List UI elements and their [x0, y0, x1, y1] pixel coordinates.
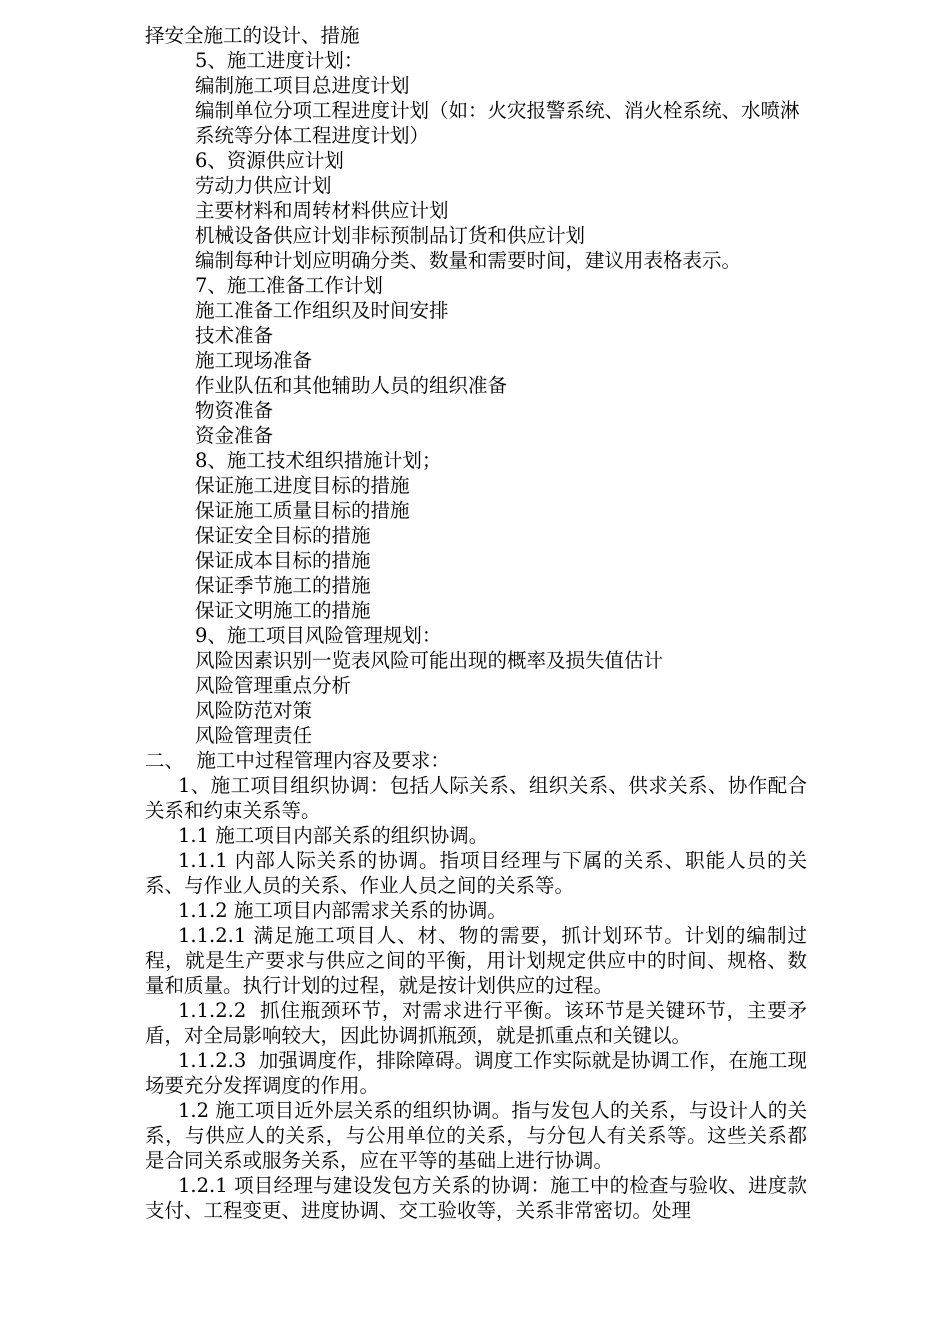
plan-item: 保证季节施工的措施 [195, 574, 371, 597]
plan-item: 编制施工项目总进度计划 [195, 74, 410, 97]
plan-item: 机械设备供应计划非标预制品订货和供应计划 [195, 224, 586, 247]
paragraph: 1.2.1 项目经理与建设发包方关系的协调：施工中的检查与验收、进度款支付、工程变更、进度协调、交工验收等，关系非常密切。处理 [145, 1174, 807, 1222]
plan-item: 编制每种计划应明确分类、数量和需要时间，建议用表格表示。 [195, 249, 742, 272]
plan-item: 保证安全目标的措施 [195, 524, 371, 547]
plan-item: 施工准备工作组织及时间安排 [195, 299, 449, 322]
plan-item: 资金准备 [195, 424, 274, 447]
plan-item: 保证文明施工的措施 [195, 599, 371, 622]
paragraph: 1.1.2.3 加强调度作，排除障碍。调度工作实际就是协调工作，在施工现场要充分发挥调度的作用。 [145, 1049, 807, 1097]
continued-line: 择安全施工的设计、措施 [145, 24, 360, 47]
plan-item: 编制单位分项工程进度计划（如：火灾报警系统、消火栓系统、水喷淋系统等分体工程进度计划） [195, 99, 800, 147]
plan-item: 保证成本目标的措施 [195, 549, 371, 572]
plan-item: 劳动力供应计划 [195, 174, 332, 197]
paragraph: 1、施工项目组织协调：包括人际关系、组织关系、供求关系、协作配合关系和约束关系等。 [145, 774, 807, 822]
plan-list [145, 48, 807, 748]
plan-item: 施工现场准备 [195, 349, 313, 372]
paragraph: 1.1.1 内部人际关系的协调。指项目经理与下属的关系、职能人员的关系、与作业人员的关系、作业人员之间的关系等。 [145, 849, 807, 897]
plan-item: 保证施工质量目标的措施 [195, 499, 410, 522]
plan-heading-7: 7、施工准备工作计划 [195, 274, 383, 297]
plan-item: 风险管理责任 [195, 724, 313, 747]
paragraph: 1.1 施工项目内部关系的组织协调。 [178, 824, 489, 847]
plan-item: 主要材料和周转材料供应计划 [195, 199, 449, 222]
document-body [145, 23, 807, 1223]
paragraph: 1.2 施工项目近外层关系的组织协调。指与发包人的关系，与设计人的关系，与供应人的关系，与公用单位的关系，与分包人有关系等。这些关系都是合同关系或服务关系，应在平等的基础上进行协调。 [145, 1099, 807, 1172]
plan-item: 作业队伍和其他辅助人员的组织准备 [195, 374, 508, 397]
paragraph: 1.1.2.1 满足施工项目人、材、物的需要，抓计划环节。计划的编制过程，就是生产要求与供应之间的平衡，用计划规定供应中的时间、规格、数量和质量。执行计划的过程，就是按计划供应的过程。 [145, 924, 807, 997]
plan-heading-9: 9、施工项目风险管理规划： [195, 624, 442, 647]
plan-item: 保证施工进度目标的措施 [195, 474, 410, 497]
plan-item: 技术准备 [195, 324, 274, 347]
plan-item: 风险管理重点分析 [195, 674, 352, 697]
plan-item: 风险防范对策 [195, 699, 313, 722]
plan-heading-8: 8、施工技术组织措施计划； [195, 449, 442, 472]
plan-heading-5: 5、施工进度计划： [195, 49, 364, 72]
plan-heading-6: 6、资源供应计划 [195, 149, 344, 172]
section-two-heading: 二、 施工中过程管理内容及要求： [145, 749, 450, 772]
plan-item: 物资准备 [195, 399, 274, 422]
paragraph: 1.1.2.2 抓住瓶颈环节，对需求进行平衡。该环节是关键环节，主要矛盾，对全局影响较大，因此协调抓瓶颈，就是抓重点和关键以。 [145, 999, 807, 1047]
paragraph: 1.1.2 施工项目内部需求关系的协调。 [178, 899, 507, 922]
plan-item: 风险因素识别一览表风险可能出现的概率及损失值估计 [195, 649, 664, 672]
